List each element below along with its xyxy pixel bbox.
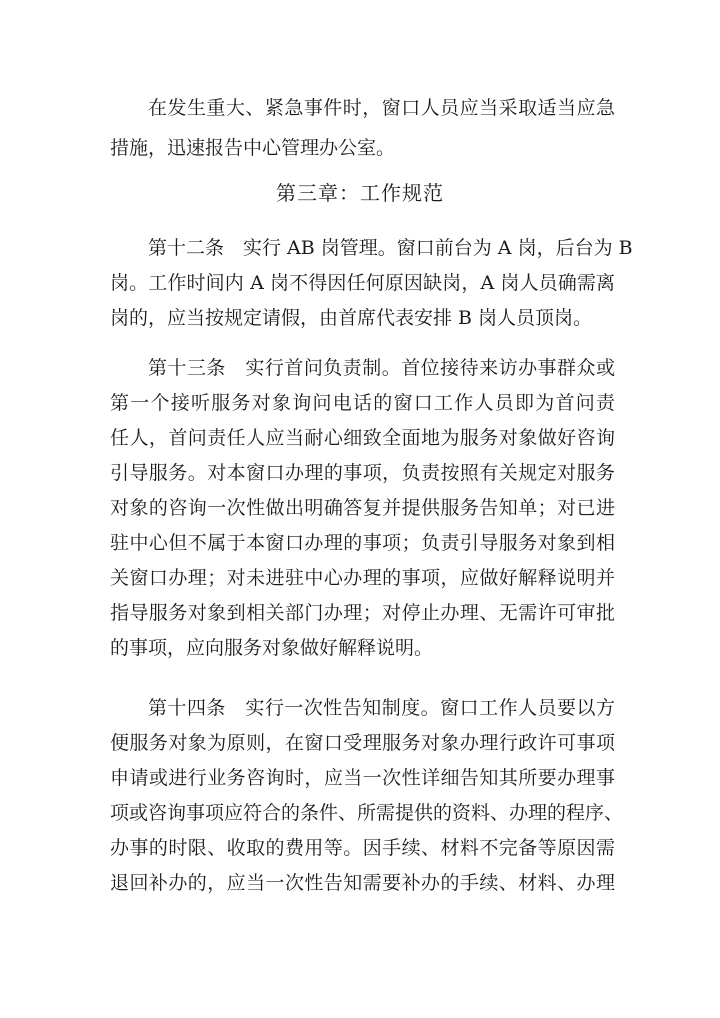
paragraph-line: 驻中心但不属于本窗口办理的事项；负责引导服务对象到相 — [110, 532, 615, 554]
paragraph-line: 退回补办的，应当一次性告知需要补办的手续、材料、办理 — [110, 872, 615, 894]
paragraph-line: 对象的咨询一次性做出明确答复并提供服务告知单；对已进 — [110, 497, 615, 519]
paragraph-line: 办事的时限、收取的费用等。因手续、材料不完备等原因需 — [110, 837, 615, 859]
paragraph-line: 指导服务对象到相关部门办理；对停止办理、无需许可审批 — [110, 602, 615, 624]
paragraph-line: 申请或进行业务咨询时，应当一次性详细告知其所要办理事 — [110, 767, 615, 789]
paragraph-line: 第十三条 实行首问负责制。首位接待来访办事群众或 — [148, 357, 615, 379]
paragraph-line: 岗。工作时间内 A 岗不得因任何原因缺岗，A 岗人员确需离 — [110, 272, 615, 294]
paragraph-line: 的事项，应向服务对象做好解释说明。 — [110, 637, 434, 659]
paragraph-line: 引导服务。对本窗口办理的事项，负责按照有关规定对服务 — [110, 462, 615, 484]
paragraph-line: 措施，迅速报告中心管理办公室。 — [110, 137, 396, 159]
paragraph-line: 岗的，应当按规定请假，由首席代表安排 B 岗人员顶岗。 — [110, 307, 593, 329]
paragraph-line: 第一个接听服务对象询问电话的窗口工作人员即为首问责 — [110, 392, 615, 414]
paragraph-line: 第十二条 实行 AB 岗管理。窗口前台为 A 岗，后台为 B — [148, 237, 633, 259]
paragraph-line: 第十四条 实行一次性告知制度。窗口工作人员要以方 — [148, 697, 615, 719]
paragraph-line: 关窗口办理；对未进驻中心办理的事项，应做好解释说明并 — [110, 567, 615, 589]
paragraph-line: 便服务对象为原则，在窗口受理服务对象办理行政许可事项 — [110, 732, 615, 754]
chapter-heading: 第三章：工作规范 — [276, 181, 444, 205]
paragraph-line: 任人，首问责任人应当耐心细致全面地为服务对象做好咨询 — [110, 427, 615, 449]
paragraph-line: 在发生重大、紧急事件时，窗口人员应当采取适当应急 — [148, 97, 615, 119]
paragraph-line: 项或咨询事项应符合的条件、所需提供的资料、办理的程序、 — [110, 802, 624, 824]
